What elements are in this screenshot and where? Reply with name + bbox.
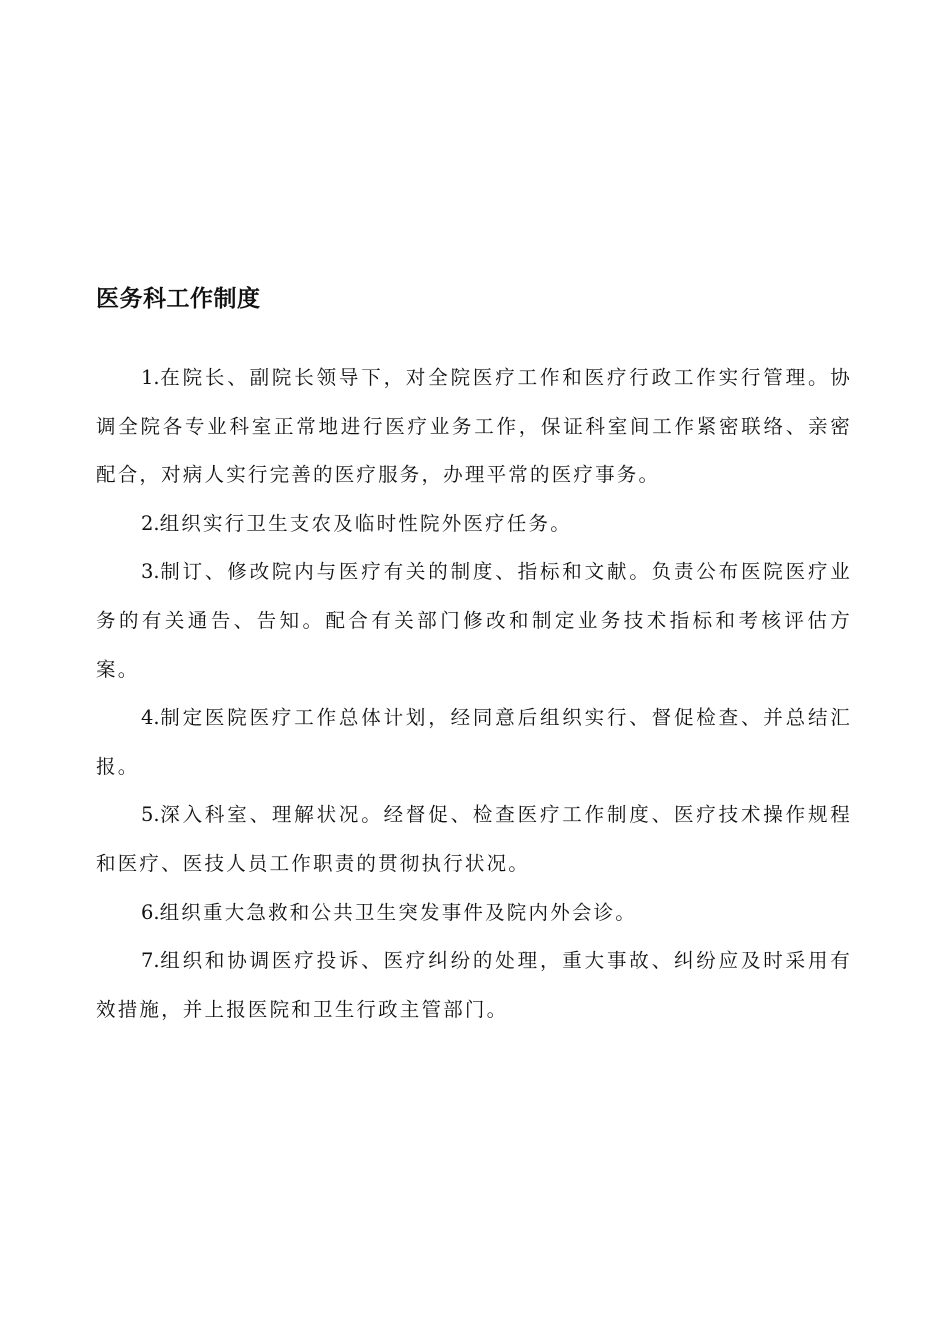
paragraph-number: 3. (141, 560, 160, 584)
paragraph-number: 2. (141, 511, 160, 535)
paragraph-text: 制定医院医疗工作总体计划，经同意后组织实行、督促检查、并总结汇报。 (96, 706, 852, 778)
document-body (96, 354, 852, 1034)
paragraph-number: 6. (141, 900, 160, 924)
paragraph-number: 7. (141, 949, 160, 973)
paragraph-3 (96, 548, 852, 694)
paragraph-number: 1. (141, 366, 160, 389)
paragraph-2 (96, 500, 852, 549)
paragraph-text: 深入科室、理解状况。经督促、检查医疗工作制度、医疗技术操作规程和医疗、医技人员工作职责的贯彻执行状况。 (96, 803, 852, 875)
paragraph-1 (96, 354, 852, 500)
paragraph-4 (96, 694, 852, 791)
paragraph-text: 组织实行卫生支农及临时性院外医疗任务。 (159, 511, 572, 535)
paragraph-7 (96, 937, 852, 1034)
paragraph-5 (96, 791, 852, 888)
paragraph-text: 组织重大急救和公共卫生突发事件及院内外会诊。 (159, 900, 638, 924)
document-title: 医务科工作制度 (96, 286, 261, 312)
paragraph-number: 5. (141, 803, 160, 827)
paragraph-6 (96, 889, 852, 938)
paragraph-number: 4. (141, 706, 160, 730)
paragraph-text: 制订、修改院内与医疗有关的制度、指标和文献。负责公布医院医疗业务的有关通告、告知。配合有关部门修改和制定业务技术指标和考核评估方案。 (96, 560, 852, 681)
paragraph-text: 在院长、副院长领导下，对全院医疗工作和医疗行政工作实行管理。协调全院各专业科室正常地进行医疗业务工作，保证科室间工作紧密联络、亲密配合，对病人实行完善的医疗服务，办理平常的医疗事务。 (96, 366, 852, 487)
paragraph-text: 组织和协调医疗投诉、医疗纠纷的处理，重大事故、纠纷应及时采用有效措施，并上报医院和卫生行政主管部门。 (96, 949, 852, 1021)
